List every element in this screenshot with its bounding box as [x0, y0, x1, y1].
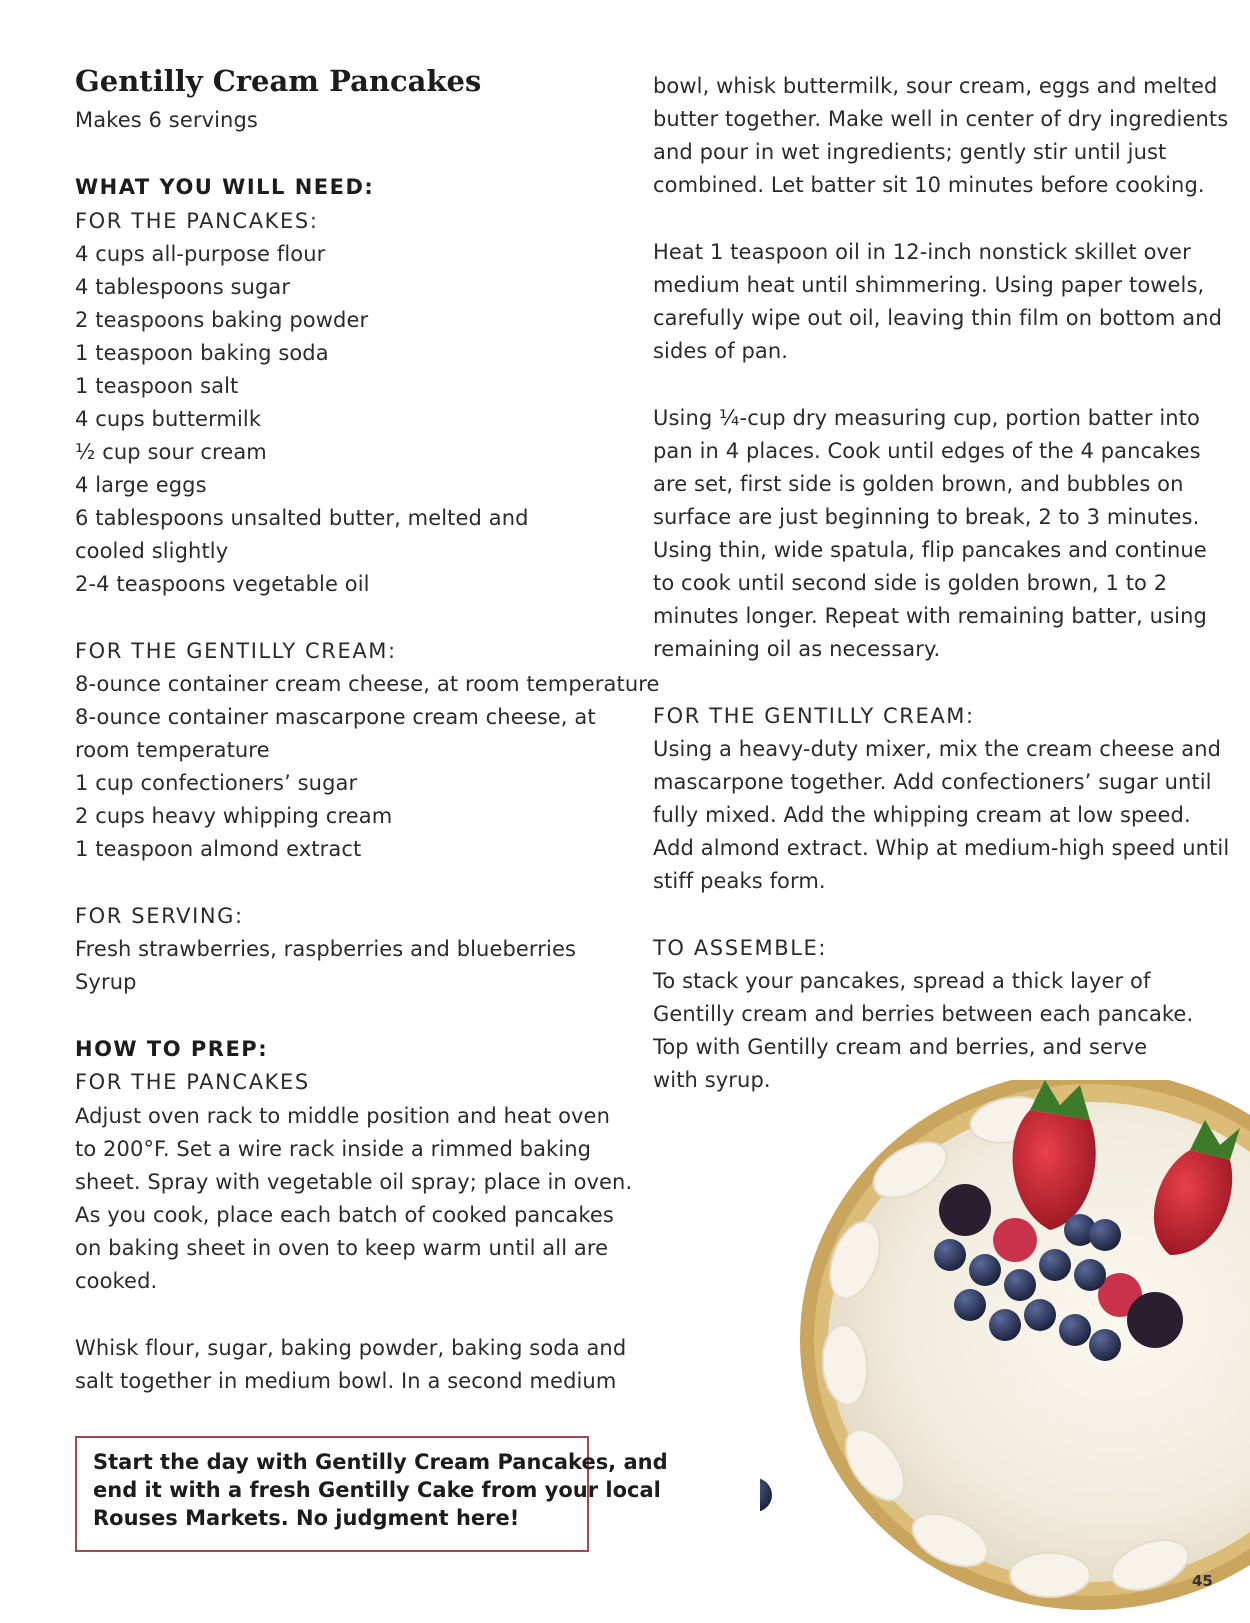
ingredient-line: 4 large eggs	[75, 473, 207, 497]
prep-line: are set, first side is golden brown, and bubbles on	[653, 472, 1184, 496]
prep-line: Adjust oven rack to middle position and heat oven	[75, 1104, 610, 1128]
prep-heading: HOW TO PREP:	[75, 1037, 269, 1061]
prep-line: salt together in medium bowl. In a second medium	[75, 1369, 617, 1393]
prep-line: sides of pan.	[653, 339, 789, 363]
callout-line: Rouses Markets. No judgment here!	[93, 1506, 520, 1530]
ingredients-serving-heading: FOR SERVING:	[75, 904, 244, 928]
ingredient-line: 2-4 teaspoons vegetable oil	[75, 572, 370, 596]
prep-line: Using ¼-cup dry measuring cup, portion batter into	[653, 406, 1200, 430]
prep-line: cooked.	[75, 1269, 158, 1293]
ingredient-line: 2 cups heavy whipping cream	[75, 804, 393, 828]
prep-line: to 200°F. Set a wire rack inside a rimmed baking	[75, 1137, 592, 1161]
prep-line: Add almond extract. Whip at medium-high speed until	[653, 836, 1230, 860]
prep-line: fully mixed. Add the whipping cream at low speed.	[653, 803, 1191, 827]
cake-photo	[760, 1080, 1250, 1623]
ingredient-line: 4 tablespoons sugar	[75, 275, 291, 299]
ingredient-line: 8-ounce container cream cheese, at room temperature	[75, 672, 660, 696]
prep-line: on baking sheet in oven to keep warm until all are	[75, 1236, 609, 1260]
ingredient-line: 4 cups all-purpose flour	[75, 242, 326, 266]
callout-line: Start the day with Gentilly Cream Pancakes, and	[93, 1450, 668, 1474]
prep-line: Gentilly cream and berries between each pancake.	[653, 1002, 1194, 1026]
prep-line: Heat 1 teaspoon oil in 12-inch nonstick skillet over	[653, 240, 1191, 264]
prep-pancakes-heading: FOR THE PANCAKES	[75, 1070, 310, 1094]
ingredient-line: ½ cup sour cream	[75, 440, 267, 464]
ingredient-line: 1 teaspoon baking soda	[75, 341, 329, 365]
prep-line: pan in 4 places. Cook until edges of the 4 pancakes	[653, 439, 1201, 463]
ingredients-pancakes-heading: FOR THE PANCAKES:	[75, 209, 319, 233]
ingredient-line: 2 teaspoons baking powder	[75, 308, 369, 332]
callout-line: end it with a fresh Gentilly Cake from your local	[93, 1478, 661, 1502]
prep-assemble-heading: TO ASSEMBLE:	[653, 936, 828, 960]
prep-line: butter together. Make well in center of dry ingredients	[653, 107, 1229, 131]
ingredient-line: 1 cup confectioners’ sugar	[75, 771, 358, 795]
prep-line: stiff peaks form.	[653, 869, 826, 893]
prep-line: bowl, whisk buttermilk, sour cream, eggs and melted	[653, 74, 1218, 98]
ingredient-line: Fresh strawberries, raspberries and blueberries	[75, 937, 577, 961]
ingredients-cream-heading: FOR THE GENTILLY CREAM:	[75, 639, 397, 663]
prep-line: Using a heavy-duty mixer, mix the cream cheese and	[653, 737, 1222, 761]
prep-line: remaining oil as necessary.	[653, 637, 941, 661]
ingredient-line: 1 teaspoon almond extract	[75, 837, 362, 861]
recipe-title: Gentilly Cream Pancakes	[75, 64, 482, 98]
prep-line: carefully wipe out oil, leaving thin film on bottom and	[653, 306, 1223, 330]
prep-line: with syrup.	[653, 1068, 771, 1092]
ingredient-line: Syrup	[75, 970, 137, 994]
ingredient-line: 1 teaspoon salt	[75, 374, 239, 398]
page-number: 45	[1192, 1572, 1213, 1590]
prep-line: sheet. Spray with vegetable oil spray; place in oven.	[75, 1170, 633, 1194]
callout-box	[75, 1436, 668, 1552]
prep-line: Using thin, wide spatula, flip pancakes and continue	[653, 538, 1207, 562]
prep-line: As you cook, place each batch of cooked pancakes	[75, 1203, 614, 1227]
ingredient-line: 6 tablespoons unsalted butter, melted and	[75, 506, 529, 530]
prep-line: and pour in wet ingredients; gently stir until just	[653, 140, 1167, 164]
prep-line: Whisk flour, sugar, baking powder, baking soda and	[75, 1336, 627, 1360]
prep-line: mascarpone together. Add confectioners’ sugar until	[653, 770, 1212, 794]
prep-line: minutes longer. Repeat with remaining batter, using	[653, 604, 1207, 628]
prep-line: combined. Let batter sit 10 minutes before cooking.	[653, 173, 1205, 197]
ingredients-heading: WHAT YOU WILL NEED:	[75, 175, 375, 199]
ingredient-line: 8-ounce container mascarpone cream cheese, at	[75, 705, 596, 729]
prep-line: surface are just beginning to break, 2 to 3 minutes.	[653, 505, 1200, 529]
ingredient-line: room temperature	[75, 738, 270, 762]
prep-line: Top with Gentilly cream and berries, and serve	[653, 1035, 1148, 1059]
prep-cream-heading: FOR THE GENTILLY CREAM:	[653, 704, 975, 728]
ingredient-line: cooled slightly	[75, 539, 229, 563]
ingredient-line: 4 cups buttermilk	[75, 407, 262, 431]
prep-line: To stack your pancakes, spread a thick layer of	[653, 969, 1151, 993]
prep-line: to cook until second side is golden brown, 1 to 2	[653, 571, 1168, 595]
servings-text: Makes 6 servings	[75, 108, 258, 132]
prep-line: medium heat until shimmering. Using paper towels,	[653, 273, 1205, 297]
